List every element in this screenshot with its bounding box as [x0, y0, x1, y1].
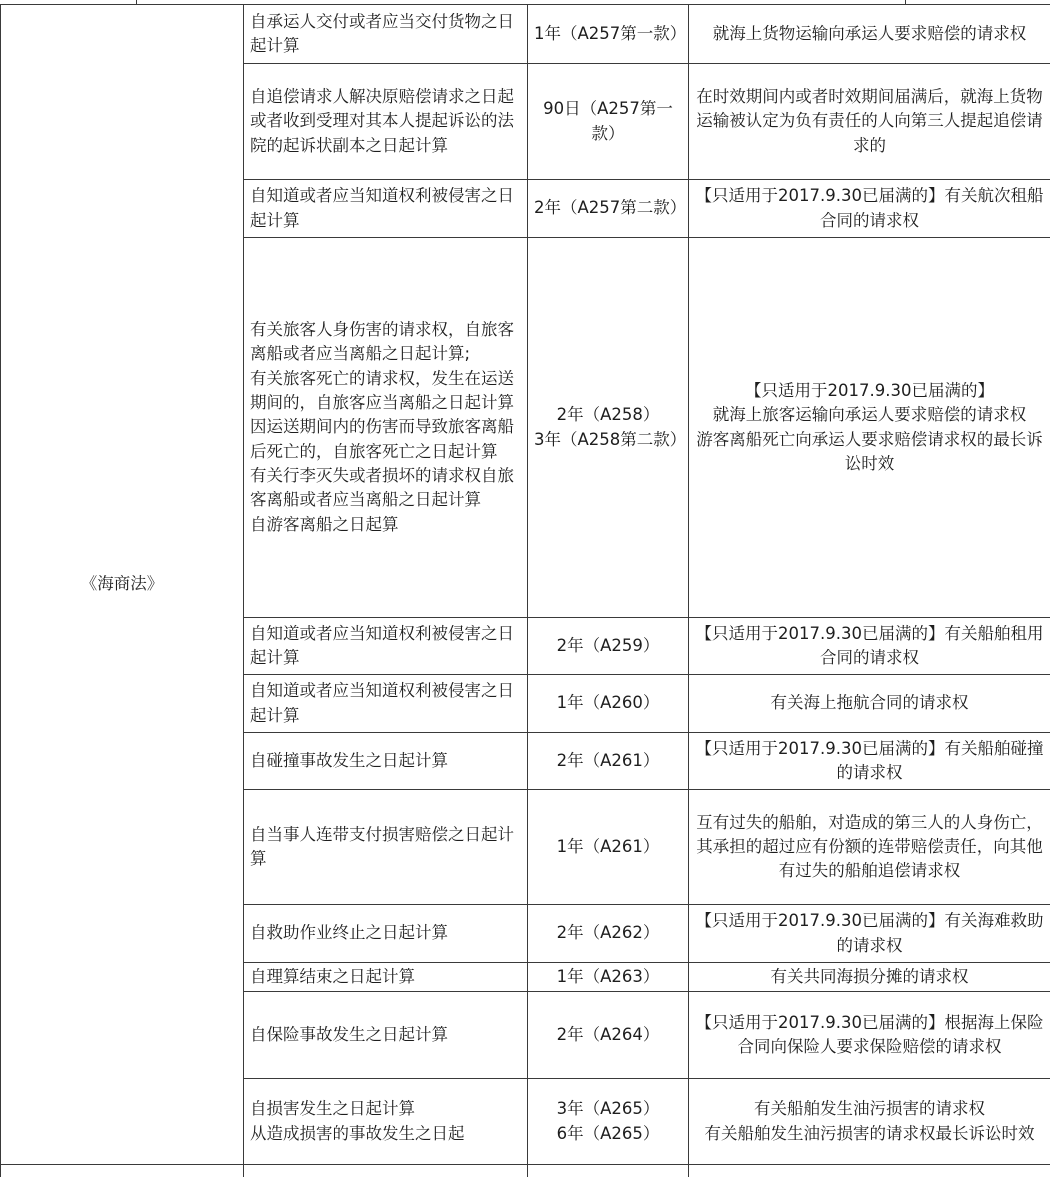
start-cell: 自救助作业终止之日起计算: [244, 905, 528, 963]
period-cell: 1年（A261）: [528, 790, 689, 905]
period-cell: 3年（A265） 6年（A265）: [528, 1079, 689, 1165]
period-cell: 2年（A258） 3年（A258第二款）: [528, 238, 689, 618]
start-cell: 自知道或者应当知道权利被侵害之日起计算: [244, 180, 528, 238]
table-row: [1, 5, 1050, 64]
start-cell: 有关旅客人身伤害的请求权，自旅客离船或者应当离船之日起计算; 有关旅客死亡的请求权，发生在运送期间的，自旅客应当离船之日起计算 因运送期间内的伤害而导致旅客离船后死亡的，自旅客死亡之日起计算 有关行李灭失或者损坏的请求权自旅客离船或者应当离船之日起计算 自游客离船之日起算: [244, 238, 528, 618]
start-cell: 自承运人交付或者应当交付货物之日起计算: [244, 5, 528, 64]
scope-cell: 【只适用于2017.9.30已届满的】根据海上保险合同向保险人要求保险赔偿的请求权: [689, 992, 1050, 1079]
period-cell: 1年（A263）: [528, 963, 689, 992]
scope-cell: 有关共同海损分摊的请求权: [689, 963, 1050, 992]
table-row: [1, 1165, 1050, 1177]
scope-cell: 【只适用于2017.9.30已届满的】 就海上旅客运输向承运人要求赔偿的请求权 游客离船死亡向承运人要求赔偿请求权的最长诉讼时效: [689, 238, 1050, 618]
start-cell: 自知道或者应当知道权利被侵害之日起计算: [244, 675, 528, 733]
start-cell: 自知道或者应当知道权利被侵害之日起计算: [244, 618, 528, 675]
scope-cell: 【只适用于2017.9.30已届满的】有关海难救助的请求权: [689, 905, 1050, 963]
period-cell: 2年（A262）: [528, 905, 689, 963]
scope-cell: 有关船舶发生油污损害的请求权 有关船舶发生油污损害的请求权最长诉讼时效: [689, 1079, 1050, 1165]
empty-cell: [244, 1165, 528, 1177]
empty-cell: [528, 1165, 689, 1177]
scope-cell: 在时效期间内或者时效期间届满后，就海上货物运输被认定为负有责任的人向第三人提起追偿请求的: [689, 64, 1050, 180]
period-cell: 2年（A264）: [528, 992, 689, 1079]
law-name: 《海商法》: [81, 574, 164, 593]
period-cell: 1年（A257第一款）: [528, 5, 689, 64]
scope-cell: 互有过失的船舶，对造成的第三人的人身伤亡，其承担的超过应有份额的连带赔偿责任，向其他有过失的船舶追偿请求权: [689, 790, 1050, 905]
start-cell: 自追偿请求人解决原赔偿请求之日起或者收到受理对其本人提起诉讼的法院的起诉状副本之日起计算: [244, 64, 528, 180]
law-name-cell: [1, 5, 244, 1165]
empty-cell: [1, 1165, 244, 1177]
start-cell: 自保险事故发生之日起计算: [244, 992, 528, 1079]
start-cell: 自当事人连带支付损害赔偿之日起计算: [244, 790, 528, 905]
period-cell: 2年（A257第二款）: [528, 180, 689, 238]
start-cell: 自碰撞事故发生之日起计算: [244, 733, 528, 790]
period-cell: 1年（A260）: [528, 675, 689, 733]
start-cell: 自损害发生之日起计算 从造成损害的事故发生之日起: [244, 1079, 528, 1165]
period-cell: 2年（A259）: [528, 618, 689, 675]
period-cell: 90日（A257第一款）: [528, 64, 689, 180]
empty-cell: [689, 1165, 1050, 1177]
scope-cell: 就海上货物运输向承运人要求赔偿的请求权: [689, 5, 1050, 64]
start-cell: 自理算结束之日起计算: [244, 963, 528, 992]
period-cell: 2年（A261）: [528, 733, 689, 790]
scope-cell: 有关海上拖航合同的请求权: [689, 675, 1050, 733]
scope-cell: 【只适用于2017.9.30已届满的】有关船舶租用合同的请求权: [689, 618, 1050, 675]
limitation-period-table: [0, 4, 1050, 1177]
scope-cell: 【只适用于2017.9.30已届满的】有关船舶碰撞的请求权: [689, 733, 1050, 790]
scope-cell: 【只适用于2017.9.30已届满的】有关航次租船合同的请求权: [689, 180, 1050, 238]
